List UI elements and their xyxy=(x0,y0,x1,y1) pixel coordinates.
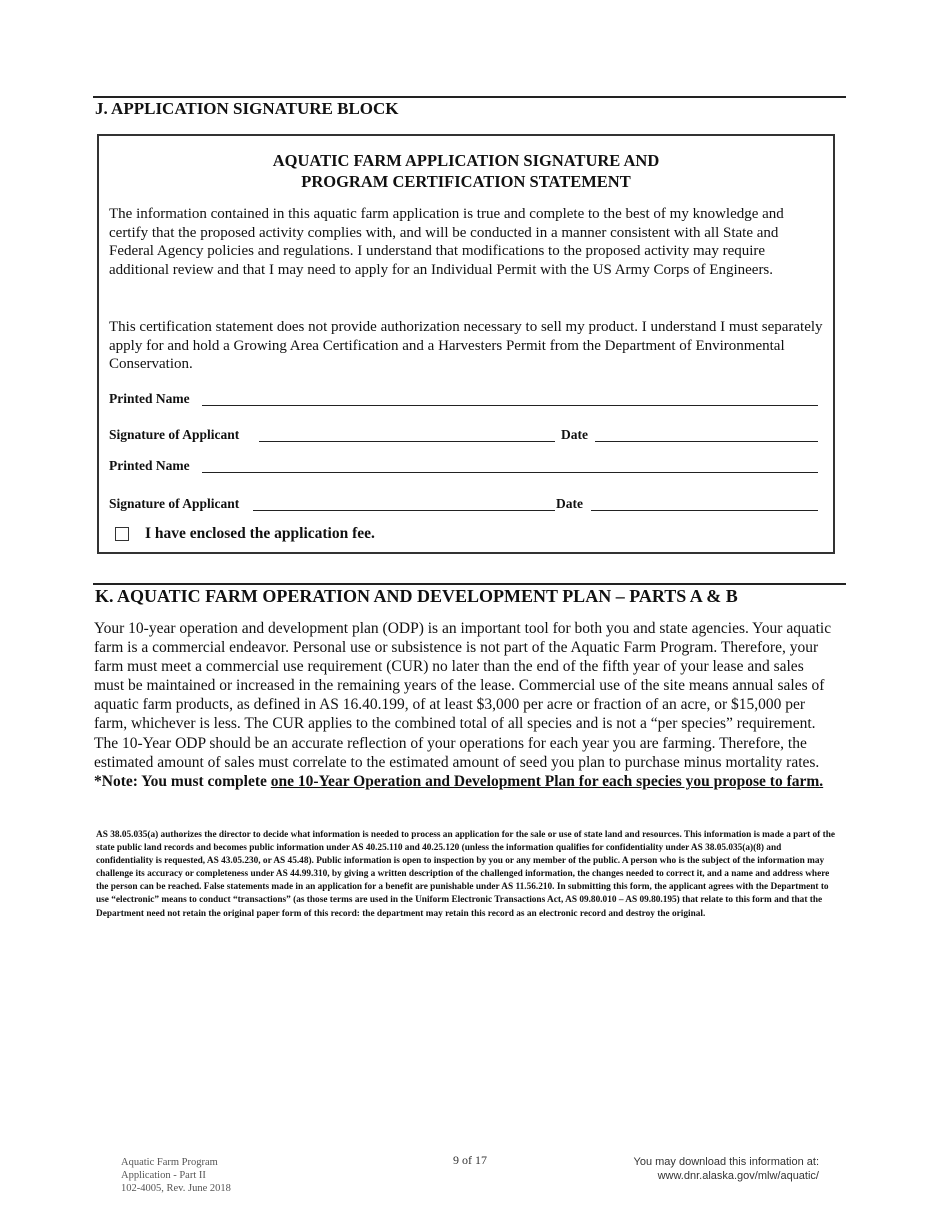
section-k-rule xyxy=(93,583,846,585)
certification-paragraph-1: The information contained in this aquatic farm application is true and complete to the best of my knowledge and certify that the proposed activity complies with, and will be conducted in a manner consistent with all State and Federal Agency policies and regulations. I understand that modifications to the proposed activity may require additional review and that I may need to apply for an Individual Permit with the US Army Corps of Engineers. xyxy=(109,206,784,279)
application-fee-checkbox[interactable] xyxy=(115,527,129,541)
legal-notice: AS 38.05.035(a) authorizes the director to decide what information is needed to process an application for the sale or use of state land and resources. This information is made a part of the state public land records and becomes public information under AS 40.25.110 and 40.25.120 (unless the information qualifies for confidentiality under AS 38.05.035(a)(8) and confidentiality is requested, AS 43.05.230, or AS 45.48). Public information is open to inspection by you or any member of the public. A person who is the subject of the information may challenge its accuracy or completeness under AS 44.99.310, by giving a written description of the challenged information, the changes needed to correct it, and a name and address where the person can be reached. False statements made in an application for a benefit are punishable under AS 11.56.210. In submitting this form, the applicant agrees with the Department to use “electronic” means to conduct “transactions” (as those terms are used in the Uniform Electronic Transactions Act, AS 09.80.010 – AS 09.80.195) that relate to this form and that the Department need not retain the original paper form of this record: the department may retain this record as an electronic record and destroy the original. xyxy=(96,830,835,919)
odp-note: *Note: You must complete xyxy=(94,772,271,790)
certification-box-title xyxy=(99,150,833,192)
date-label: Date xyxy=(556,496,583,511)
certification-paragraph-2: This certification statement does not provide authorization necessary to sell my product. I understand I must separately apply for and hold a Growing Area Certification and a Harvesters Permit from the Department of Environmental Conservation. xyxy=(109,319,823,373)
footer-download-link[interactable]: www.dnr.alaska.gov/mlw/aquatic/ xyxy=(657,1170,819,1182)
footer-program: Aquatic Farm Program xyxy=(121,1157,218,1168)
footer-form-number: 102-4005, Rev. June 2018 xyxy=(121,1183,231,1194)
printed-name-label: Printed Name xyxy=(109,391,190,406)
footer-download-text: You may download this information at: xyxy=(633,1156,819,1168)
section-k-title: K. AQUATIC FARM OPERATION AND DEVELOPMENT PLAN – PARTS A & B xyxy=(95,586,738,606)
signature-field-1[interactable] xyxy=(259,427,555,442)
odp-paragraph-text: Your 10-year operation and development plan (ODP) is an important tool for both you and state agencies. Your aquatic farm is a commercial endeavor. Personal use or subsistence is not part of the Aquatic Farm Program. Therefore, your farm must meet a commercial use requirement (CUR) no later than the end of the fifth year of your lease and sales must be maintained or increased in the remaining years of the lease. Commercial use of the site means annual sales of aquatic farm products, as defined in AS 16.40.199, of at least $3,000 per acre or fraction of an acre, or $15,000 per farm, whichever is less. The CUR applies to the combined total of all species and is not a “per species” requirement. The 10-Year ODP should be an accurate reflection of your operations for each year you are farming. Therefore, the estimated amount of sales must correlate to the estimated amount of seed you plan to purchase minus mortality rates. xyxy=(94,620,832,771)
section-j-title: J. APPLICATION SIGNATURE BLOCK xyxy=(95,99,399,118)
signature-row-1 xyxy=(109,427,825,447)
box-title-line-2: PROGRAM CERTIFICATION STATEMENT xyxy=(301,172,631,191)
printed-name-field-1[interactable] xyxy=(202,391,818,406)
application-fee-label: I have enclosed the application fee. xyxy=(145,525,375,542)
printed-name-label: Printed Name xyxy=(109,458,190,473)
box-title-line-1: AQUATIC FARM APPLICATION SIGNATURE AND xyxy=(272,151,660,170)
signature-label: Signature of Applicant xyxy=(109,427,240,442)
printed-name-row-1 xyxy=(109,391,825,411)
printed-name-field-2[interactable] xyxy=(202,458,818,473)
odp-paragraph xyxy=(94,619,836,791)
footer-form-info xyxy=(121,1156,231,1195)
date-field-2[interactable] xyxy=(591,496,818,511)
footer-application-part: Application - Part II xyxy=(121,1170,206,1181)
signature-row-2 xyxy=(109,496,825,516)
date-label: Date xyxy=(561,427,588,442)
section-j-rule xyxy=(93,96,846,98)
signature-label: Signature of Applicant xyxy=(109,496,240,511)
printed-name-row-2 xyxy=(109,458,825,478)
date-field-1[interactable] xyxy=(595,427,818,442)
page-number: 9 of 17 xyxy=(453,1153,487,1167)
footer-download-info xyxy=(634,1155,819,1183)
certification-box xyxy=(97,134,835,554)
signature-field-2[interactable] xyxy=(253,496,555,511)
odp-note-underlined: one 10-Year Operation and Development Plan for each species you propose to farm. xyxy=(270,772,824,790)
